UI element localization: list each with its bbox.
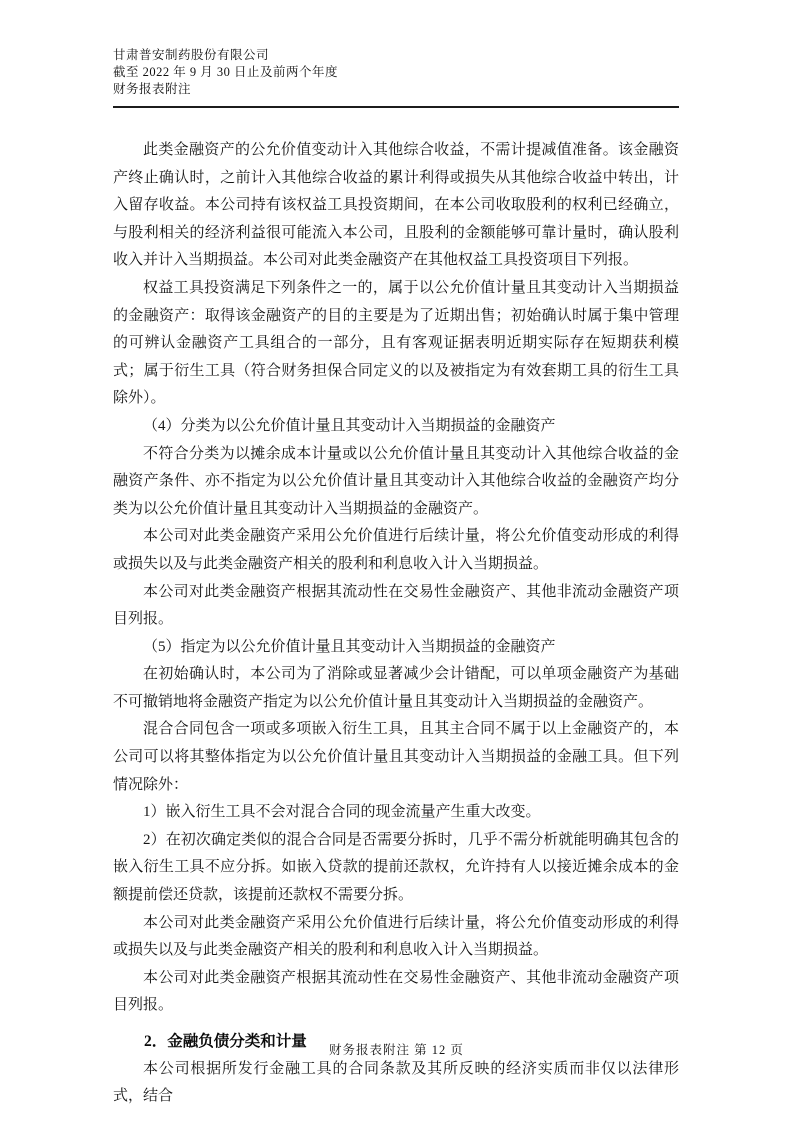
paragraph: 本公司对此类金融资产采用公允价值进行后续计量，将公允价值变动形成的利得或损失以及与此类金融资产相关的股利和利息收入计入当期损益。 [113, 528, 679, 572]
paragraph: 在初始确认时，本公司为了消除或显著减少会计错配，可以单项金融资产为基础不可撤销地将金融资产指定为以公允价值计量且其变动计入当期损益的金融资产。 [113, 666, 679, 710]
document-title: 财务报表附注 [113, 82, 192, 96]
paragraph: 权益工具投资满足下列条件之一的，属于以公允价值计量且其变动计入当期损益的金融资产：取得该金融资产的目的主要是为了近期出售；初始确认时属于集中管理的可辨认金融资产工具组合的一部分，且有客观证据表明近期实际存在短期获利模式；属于衍生工具（符合财务担保合同定义的以及被指定为有效套期工具的衍生工具除外）。 [113, 279, 679, 407]
document-header [113, 47, 679, 98]
page-number-label: 财务报表附注 第 12 页 [329, 1043, 464, 1057]
paragraph: 本公司对此类金融资产根据其流动性在交易性金融资产、其他非流动金融资产项目列报。 [113, 969, 679, 1014]
header-divider [113, 106, 679, 108]
company-name: 甘肃普安制药股份有限公司 [113, 48, 270, 62]
paragraph: 本公司对此类金融资产采用公允价值进行后续计量，将公允价值变动形成的利得或损失以及与此类金融资产相关的股利和利息收入计入当期损益。 [113, 914, 679, 959]
report-period: 截至 2022 年 9 月 30 日止及前两个年度 [113, 65, 339, 79]
paragraph: 本公司对此类金融资产根据其流动性在交易性金融资产、其他非流动金融资产项目列报。 [113, 583, 679, 628]
numbered-subitem-2: 2）在初次确定类似的混合合同是否需要分拆时，几乎不需分析就能明确其包含的嵌入衍生工具不应分拆。如嵌入贷款的提前还款权，允许持有人以接近摊余成本的金额提前偿还贷款，该提前还款权不需要分拆。 [113, 831, 679, 904]
numbered-item-heading-4: （4）分类为以公允价值计量且其变动计入当期损益的金融资产 [143, 417, 556, 434]
paragraph: 此类金融资产的公允价值变动计入其他综合收益，不需计提减值准备。该金融资产终止确认时，之前计入其他综合收益的累计利得或损失从其他综合收益中转出，计入留存收益。本公司持有该权益工具投资期间，在本公司收取股利的权利已经确立，与股利相关的经济利益很可能流入本公司，且股利的金额能够可靠计量时，确认股利收入并计入当期损益。本公司对此类金融资产在其他权益工具投资项目下列报。 [113, 142, 679, 269]
paragraph: 本公司根据所发行金融工具的合同条款及其所反映的经济实质而非仅以法律形式，结合 [113, 1060, 679, 1105]
page-footer [0, 1040, 793, 1058]
paragraph: 不符合分类为以摊余成本计量或以公允价值计量且其变动计入其他综合收益的金融资产条件、亦不指定为以公允价值计量且其变动计入其他综合收益的金融资产均分类为以公允价值计量且其变动计入当期损益的金融资产。 [113, 445, 679, 517]
paragraph: 混合合同包含一项或多项嵌入衍生工具，且其主合同不属于以上金融资产的，本公司可以将其整体指定为以公允价值计量且其变动计入当期损益的金融工具。但下列情况除外： [113, 721, 679, 793]
section-heading: 2．金融负债分类和计量 [144, 1033, 307, 1050]
numbered-subitem-1: 1）嵌入衍生工具不会对混合合同的现金流量产生重大改变。 [143, 804, 541, 821]
document-body [113, 137, 679, 1111]
numbered-item-heading-5: （5）指定为以公允价值计量且其变动计入当期损益的金融资产 [143, 638, 556, 655]
